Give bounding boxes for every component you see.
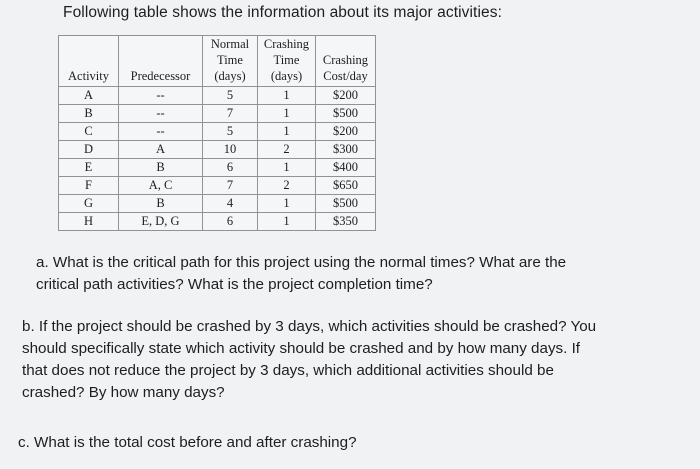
cell-normal-time: 4	[203, 195, 258, 213]
cell-crashing-time: 1	[258, 123, 316, 141]
header-normal-time: Normal Time (days)	[203, 36, 258, 87]
table-row	[59, 105, 376, 123]
cell-activity: A	[59, 87, 119, 105]
cell-normal-time: 5	[203, 123, 258, 141]
cell-crashing-time: 1	[258, 195, 316, 213]
cell-predecessor: --	[119, 123, 203, 141]
question-a-line: critical path activities? What is the project completion time?	[36, 276, 433, 293]
cell-normal-time: 6	[203, 159, 258, 177]
cell-crashing-cost: $200	[316, 87, 376, 105]
cell-predecessor: A	[119, 141, 203, 159]
question-a-line: a. What is the critical path for this project using the normal times? What are the	[36, 254, 567, 271]
table-row	[59, 141, 376, 159]
header-predecessor: Predecessor	[119, 36, 203, 87]
cell-predecessor: A, C	[119, 177, 203, 195]
cell-activity: H	[59, 213, 119, 231]
cell-normal-time: 7	[203, 177, 258, 195]
header-crashing-time: Crashing Time (days)	[258, 36, 316, 87]
activities-table	[58, 35, 376, 231]
table-row	[59, 195, 376, 213]
cell-crashing-time: 2	[258, 177, 316, 195]
cell-crashing-cost: $350	[316, 213, 376, 231]
heading: Following table shows the information about its major activities:	[63, 4, 502, 21]
cell-crashing-cost: $200	[316, 123, 376, 141]
table-row	[59, 213, 376, 231]
table-row	[59, 159, 376, 177]
cell-activity: D	[59, 141, 119, 159]
header-activity: Activity	[59, 36, 119, 87]
table-row	[59, 87, 376, 105]
question-b-line: crashed? By how many days?	[22, 384, 225, 401]
cell-predecessor: --	[119, 87, 203, 105]
cell-predecessor: B	[119, 159, 203, 177]
cell-crashing-cost: $500	[316, 195, 376, 213]
table-row	[59, 177, 376, 195]
cell-activity: B	[59, 105, 119, 123]
table-row	[59, 123, 376, 141]
header-crashing-cost: Crashing Cost/day	[316, 36, 376, 87]
question-b-line: that does not reduce the project by 3 days, which additional activities should be	[22, 362, 554, 379]
question-b-line: b. If the project should be crashed by 3 days, which activities should be crashed? You	[22, 318, 597, 335]
cell-crashing-time: 1	[258, 105, 316, 123]
question-a	[36, 252, 686, 296]
cell-crashing-cost: $650	[316, 177, 376, 195]
cell-activity: G	[59, 195, 119, 213]
cell-crashing-time: 1	[258, 213, 316, 231]
question-c-line: c. What is the total cost before and after crashing?	[18, 434, 357, 451]
cell-crashing-time: 1	[258, 87, 316, 105]
cell-crashing-time: 2	[258, 141, 316, 159]
cell-crashing-cost: $500	[316, 105, 376, 123]
cell-crashing-cost: $400	[316, 159, 376, 177]
cell-predecessor: E, D, G	[119, 213, 203, 231]
question-b-line: should specifically state which activity should be crashed and by how many days. If	[22, 340, 581, 357]
cell-normal-time: 6	[203, 213, 258, 231]
cell-activity: F	[59, 177, 119, 195]
cell-crashing-cost: $300	[316, 141, 376, 159]
cell-crashing-time: 1	[258, 159, 316, 177]
cell-activity: C	[59, 123, 119, 141]
question-b	[22, 316, 692, 404]
cell-activity: E	[59, 159, 119, 177]
question-c	[18, 432, 688, 454]
cell-normal-time: 10	[203, 141, 258, 159]
cell-predecessor: --	[119, 105, 203, 123]
table-header-row	[59, 36, 376, 87]
cell-predecessor: B	[119, 195, 203, 213]
cell-normal-time: 7	[203, 105, 258, 123]
cell-normal-time: 5	[203, 87, 258, 105]
